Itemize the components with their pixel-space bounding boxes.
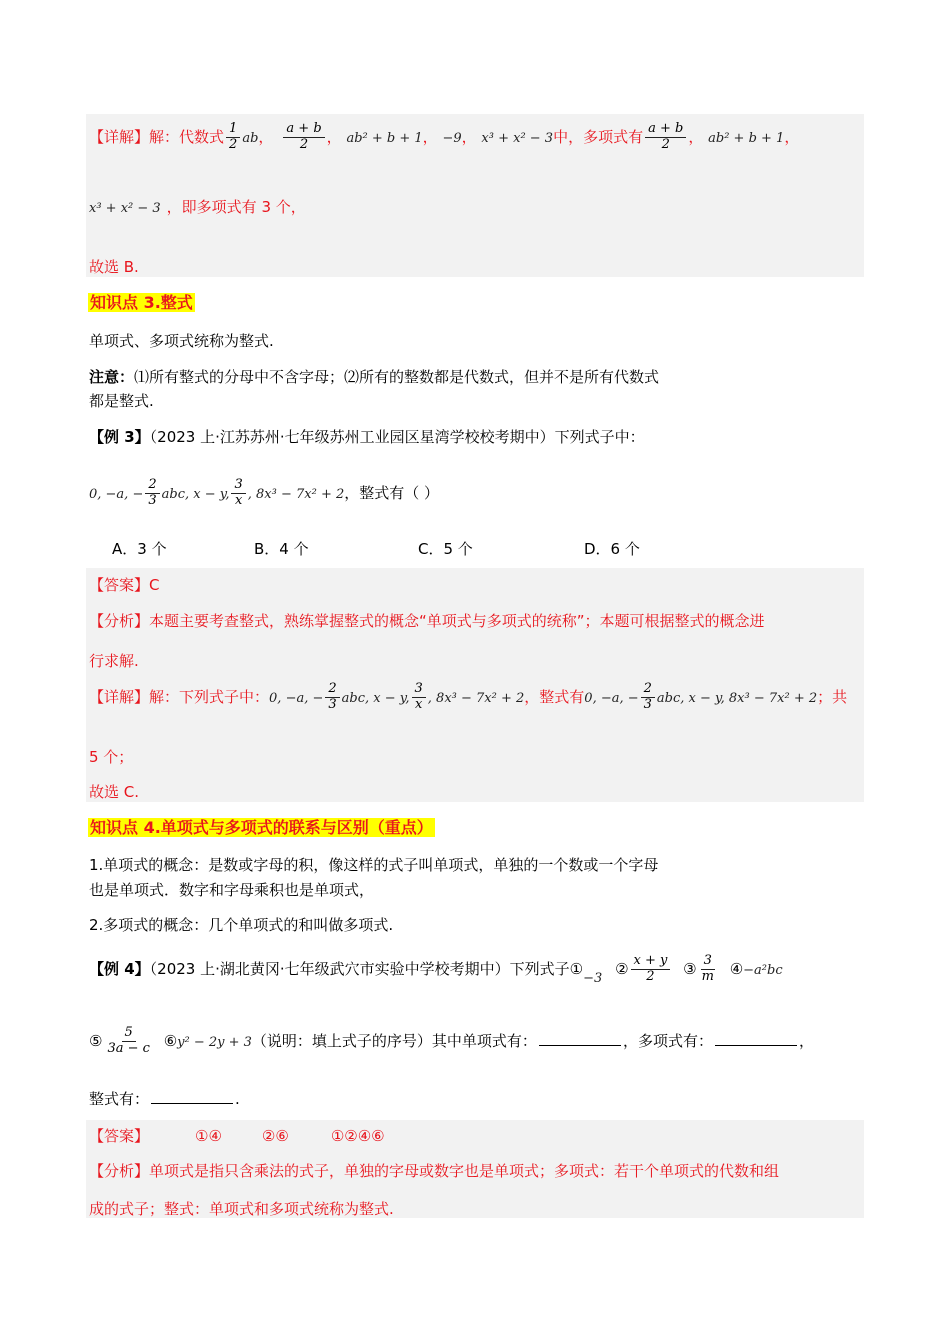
integral-expression-blank[interactable] — [151, 1089, 233, 1104]
section-3-note-1 — [89, 366, 659, 387]
note-label: 注意： — [89, 368, 135, 386]
monomial-blank[interactable] — [539, 1031, 621, 1046]
fraction-three-over-x: $\frac{3}{x}$ — [231, 478, 245, 509]
answer-4-3: ①②④⑥ — [330, 1127, 385, 1145]
section-4-item-1a: 1.单项式的概念：是数或字母的积，像这样的式子叫单项式，单独的一个数或一个字母 — [89, 856, 659, 874]
analysis-3-line-2: 行求解. — [89, 652, 139, 670]
detail-line-1: 【详解】解：代数式 $\frac{1}{2}$ ab， $\frac{a + b}{2}$ ， ab² + b + 1， −9， x³ + x² − 3中，多项式有 $\frac{a + b}{2}$ ， ab² + b + 1， — [89, 121, 800, 152]
fraction-five-over-3a-c: $\frac{5}{3a - c}$ — [107, 1025, 150, 1056]
answer-4-line: 【答案】 ①④ ②⑥ ①②④⑥ — [89, 1127, 385, 1145]
option-c: C．5 个 — [418, 540, 473, 558]
fraction-three-over-x-b: $\frac{3}{x}$ — [412, 682, 426, 713]
section-4-title: 知识点 4.单项式与多项式的联系与区别（重点） — [90, 818, 433, 837]
section-3-title-line — [88, 290, 195, 313]
fraction-a-plus-b-2: $\frac{a + b}{2}$ — [645, 122, 686, 153]
expr-poly-1b: ab² + b + 1 — [708, 130, 785, 146]
section-3-definition: 单项式、多项式统称为整式. — [89, 332, 274, 350]
fraction-two-thirds: $\frac{2}{3}$ — [145, 478, 159, 509]
expr-neg-9: −9 — [442, 130, 462, 146]
section-4-item-2: 2.多项式的概念：几个单项式的和叫做多项式. — [89, 916, 394, 934]
fraction-two-thirds-c: $\frac{2}{3}$ — [641, 682, 655, 713]
expr-quadratic: y² − 2y + 3 — [177, 1034, 252, 1050]
choose-c: 故选 C. — [89, 783, 140, 801]
count-line: 5 个； — [89, 748, 134, 766]
answer-4-1: ①④ — [195, 1127, 222, 1145]
fraction-a-plus-b: $\frac{a + b}{2}$ — [283, 122, 324, 153]
section-3-title: 知识点 3.整式 — [90, 293, 193, 312]
fraction-half: $\frac{1}{2}$ — [226, 122, 240, 153]
mid-text: 中，多项式有 — [553, 127, 644, 146]
example-4-line-1: 【例 4】（2023 上·湖北黄冈·七年级武穴市实验中学校考期中）下列式子①−3 ② $\frac{x + y}{2}$ ③ $\frac{3}{m}$ ④−a²bc — [89, 953, 783, 986]
section-3-note-2: 都是整式. — [89, 392, 154, 410]
fraction-x-plus-y: $\frac{x + y}{2}$ — [631, 954, 671, 985]
note-text-1: ⑴所有整式的分母中不含字母；⑵所有的整数都是代数式，但并不是所有代数式 — [134, 368, 660, 386]
expr-neg-a2bc: −a²bc — [743, 962, 783, 978]
answer-4-2: ②⑥ — [261, 1127, 289, 1145]
conclusion: ，即多项式有 3 个， — [166, 198, 306, 216]
detail-label: 【详解】 — [89, 127, 150, 146]
answer-3-line — [89, 574, 160, 595]
example-3-source: （2023 上·江苏苏州·七年级苏州工业园区星湾学校校考期中）下列式子中： — [149, 428, 645, 446]
detail-3-line: 【详解】解：下列式子中：0, −a, − $\frac{2}{3}$ abc, x − y, $\frac{3}{x}$ , 8x³ − 7x² + 2，整式有0, −a, − $\frac{2}{3}$ abc, x − y, 8x³ − 7x² + 2；共 — [89, 681, 848, 712]
analysis-4-line-2: 成的式子；整式：单项式和多项式统称为整式. — [89, 1200, 394, 1218]
analysis-4-line-1: 【分析】单项式是指只含乘法的式子，单独的字母或数字也是单项式；多项式：若干个单项式的代数和组 — [89, 1162, 780, 1180]
example-4-line-3: 整式有： . — [89, 1090, 240, 1108]
expr-poly-1: ab² + b + 1 — [346, 130, 423, 146]
example-3-question: ，整式有（ ） — [344, 483, 440, 502]
expr-neg-3: −3 — [583, 970, 603, 986]
option-a: A．3 个 — [112, 540, 167, 558]
expr-ab: ab — [242, 130, 259, 146]
section-4-title-line — [88, 815, 435, 838]
detail-line-2 — [89, 196, 306, 217]
option-b: B．4 个 — [254, 540, 309, 558]
fraction-three-over-m: $\frac{3}{m}$ — [701, 953, 714, 984]
option-d: D．6 个 — [584, 540, 640, 558]
detail-intro: 解：代数式 — [149, 127, 225, 146]
section-4-item-1b: 也是单项式．数字和字母乘积也是单项式， — [89, 881, 375, 899]
example-3-expression-line: 0, −a, − $\frac{2}{3}$ abc, x − y, $\frac{3}{x}$ , 8x³ − 7x² + 2，整式有（ ） — [89, 477, 440, 508]
expr-poly-2: x³ + x² − 3 — [481, 130, 554, 146]
example-3-label: 【例 3】 — [89, 428, 150, 446]
answer-value: C — [149, 576, 160, 594]
choose-b: 故选 B. — [89, 258, 139, 276]
fraction-two-thirds-b: $\frac{2}{3}$ — [325, 682, 339, 713]
analysis-3-line-1: 【分析】本题主要考查整式，熟练掌握整式的概念“单项式与多项式的统称”；本题可根据整式的概念进 — [89, 612, 765, 630]
example-4-line-2: ⑤ $\frac{5}{3a - c}$ ⑥y² − 2y + 3（说明：填上式子的序号）其中单项式有： ，多项式有： ， — [89, 1025, 814, 1056]
answer-label: 【答案】 — [89, 576, 150, 594]
example-3-header — [89, 426, 645, 447]
expr-poly-2b: x³ + x² − 3 — [89, 201, 161, 216]
polynomial-blank[interactable] — [715, 1031, 797, 1046]
